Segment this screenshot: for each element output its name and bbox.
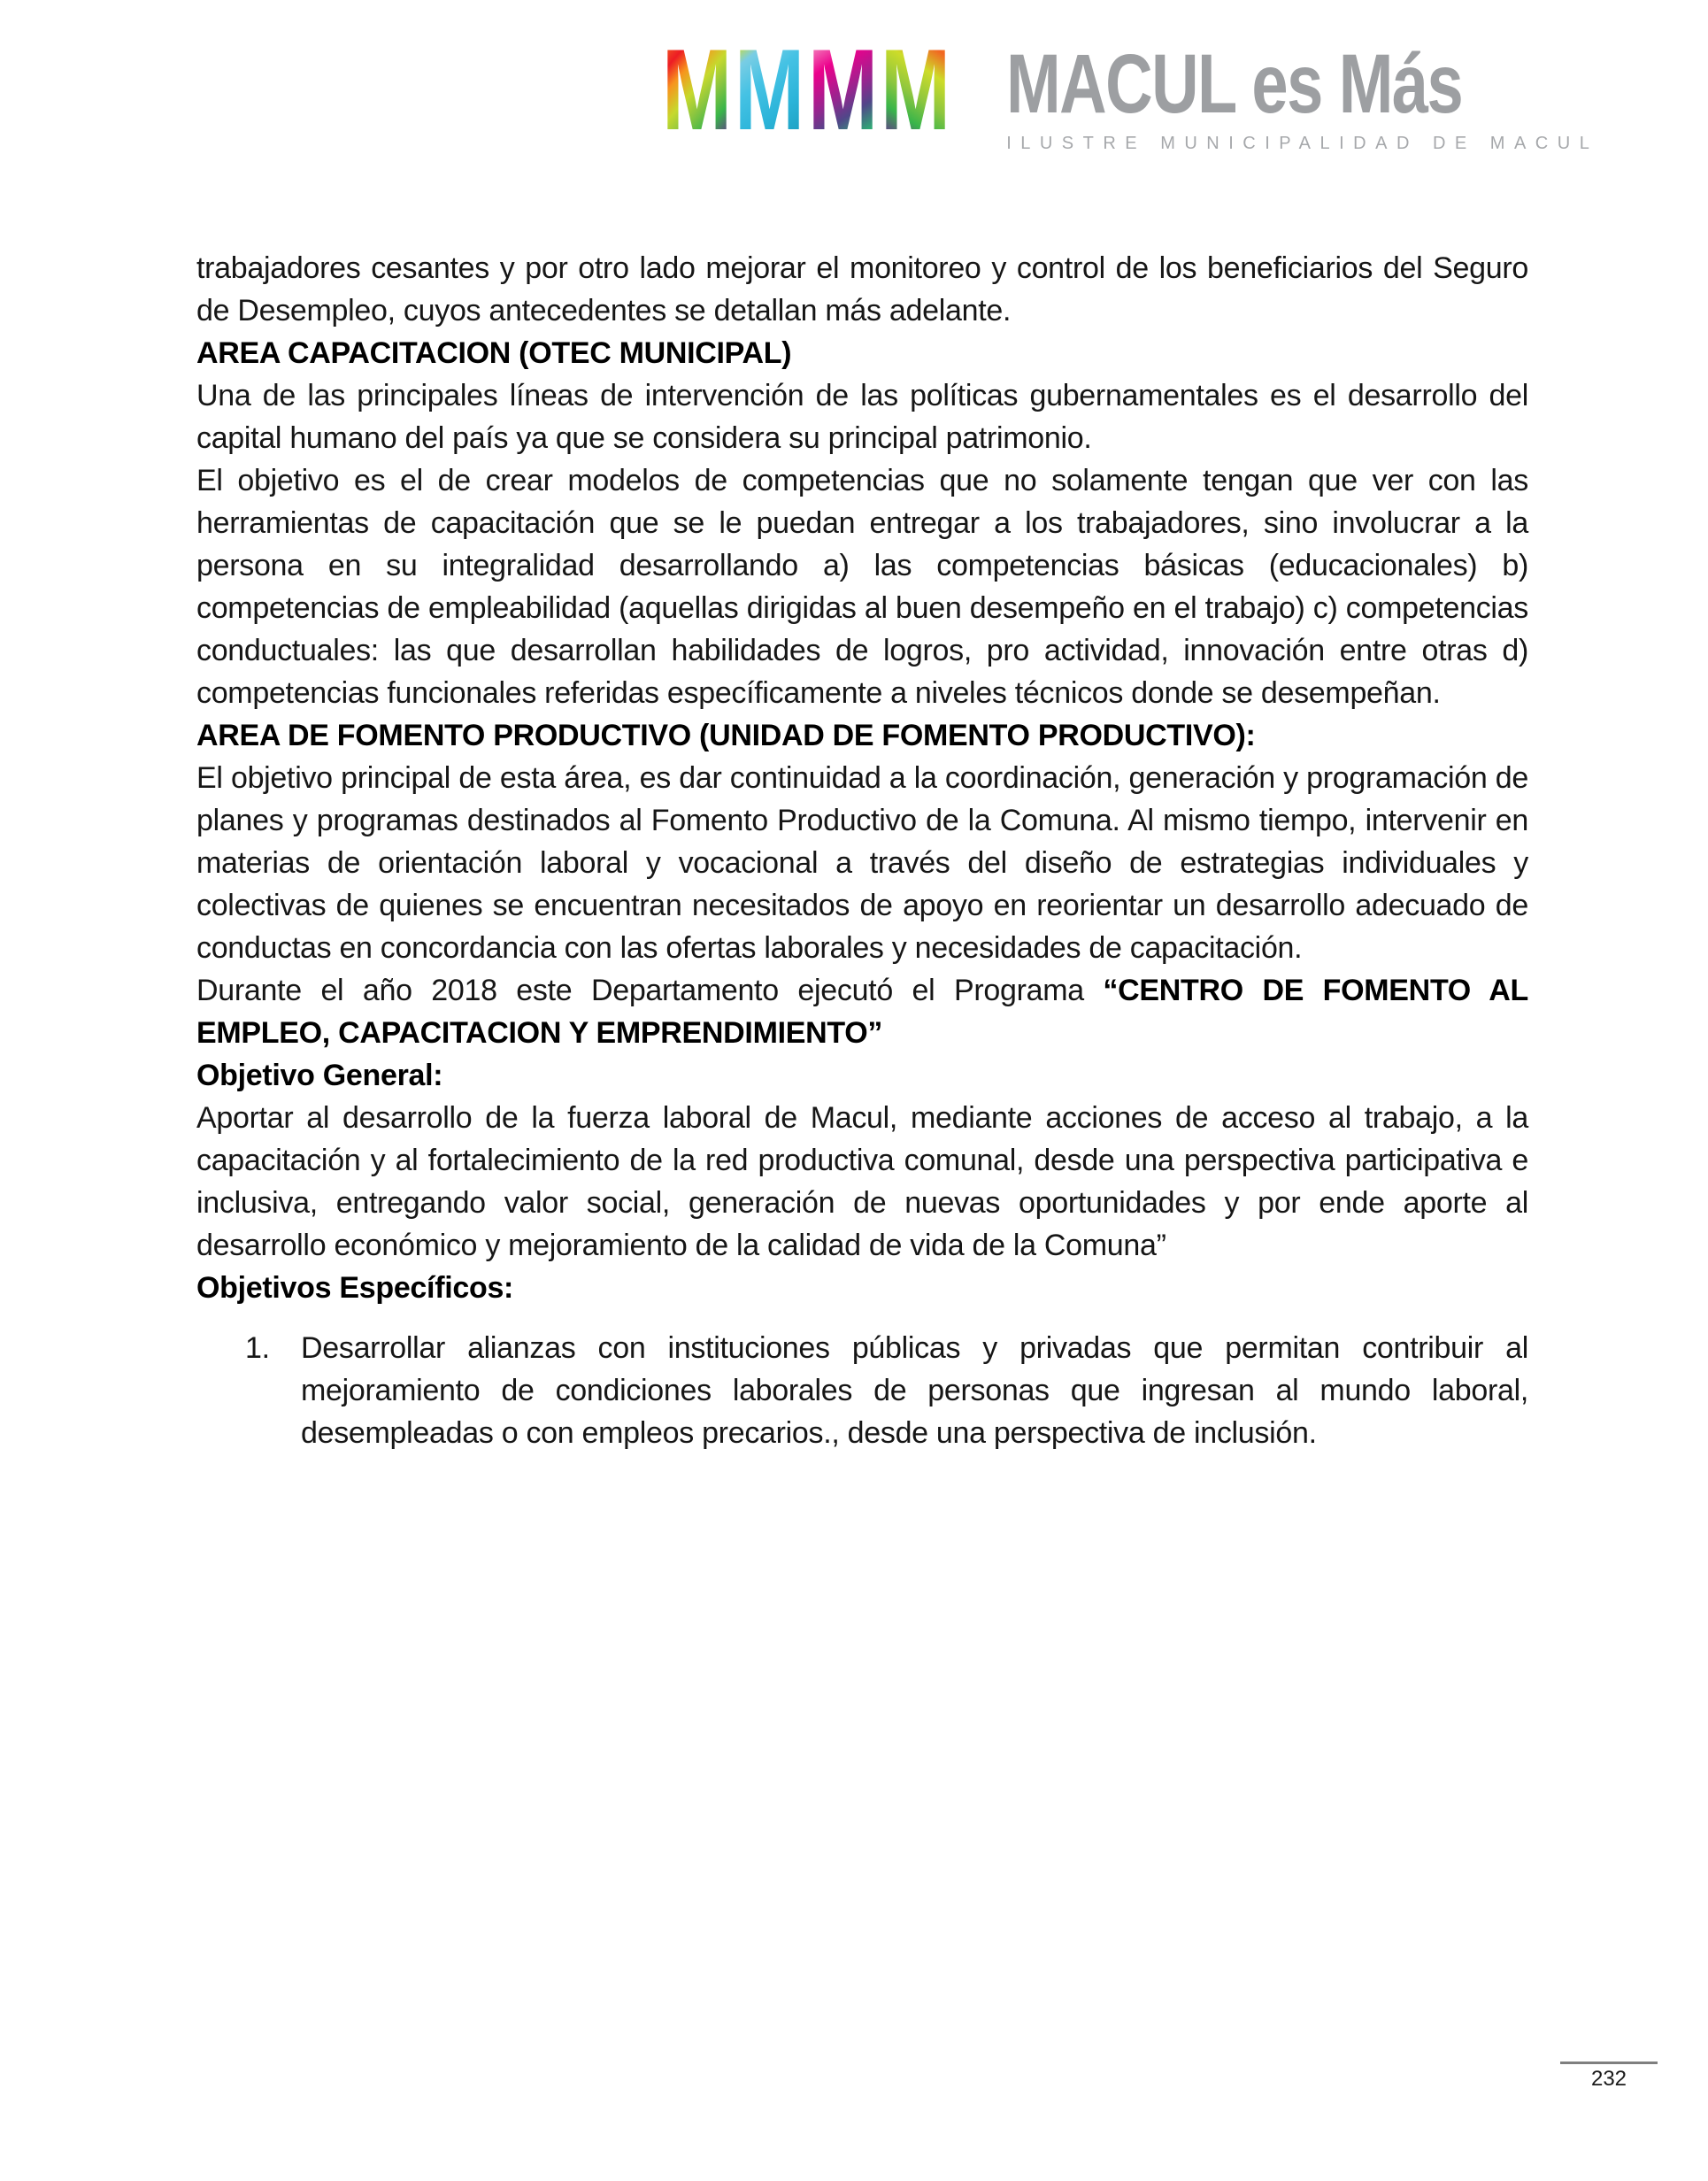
logo-text-block [1006, 37, 1599, 154]
paragraph-intro: trabajadores cesantes y por otro lado mejorar el monitoreo y control de los beneficiarios del Seguro de Desempleo, cuyos antecedentes se detallan más adelante. [196, 251, 1528, 328]
page-footer [1560, 2062, 1658, 2092]
program-name-bold: “CENTRO DE FOMENTO AL EMPLEO, CAPACITACION Y EMPRENDIMIENTO” [196, 974, 1528, 1050]
objectives-list [196, 1327, 1528, 1454]
logo-m-letter-2: M [735, 25, 805, 154]
section-heading-objetivo-general: Objetivo General: [196, 1059, 443, 1092]
logo-m-letter-3: M [807, 25, 878, 154]
list-item [245, 1327, 1528, 1454]
section-heading-area-capacitacion: AREA CAPACITACION (OTEC MUNICIPAL) [196, 336, 792, 370]
list-item-text: Desarrollar alianzas con instituciones públicas y privadas que permitan contribuir al mejoramiento de condiciones laborales de personas que ingresan al mundo laboral, desempleadas o con empleos precarios., desde una perspectiva de inclusión. [301, 1331, 1528, 1450]
paragraph-modelos-competencias: El objetivo es el de crear modelos de competencias que no solamente tengan que ver con las herramientas de capacitación que se le puedan entregar a los trabajadores, sino involucrar a la persona en su integralidad desarrollando a) las competencias básicas (educacionales) b) competencias de empleabilidad (aquellas dirigidas al buen desempeño en el trabajo) c) competencias conductuales: las que desarrollan habilidades de logros, pro actividad, innovación entre otras d) competencias funcionales referidas específicamente a niveles técnicos donde se desempeñan. [196, 464, 1528, 710]
paragraph-programa-2018 [196, 969, 1528, 1054]
paragraph-lineas-intervencion: Una de las principales líneas de intervención de las políticas gubernamentales es el desarrollo del capital humano del país ya que se considera su principal patrimonio. [196, 379, 1528, 455]
list-item-marker: 1. [245, 1331, 270, 1365]
page-number: 232 [1590, 2067, 1627, 2091]
logo-wordmark: MACUL es Más [1006, 37, 1463, 131]
logo-m-letter-1: M [662, 25, 733, 154]
section-heading-fomento-productivo: AREA DE FOMENTO PRODUCTIVO (UNIDAD DE FOMENTO PRODUCTIVO): [196, 719, 1256, 752]
paragraph-objetivo-principal: El objetivo principal de esta área, es dar continuidad a la coordinación, generación y programación de planes y programas destinados al Fomento Productivo de la Comuna. Al mismo tiempo, intervenir en materias de orientación laboral y vocacional a través del diseño de estrategias individuales y colectivas de quienes se encuentran necesitados de apoyo en reorientar un desarrollo adecuado de conductas en concordancia con las ofertas laborales y necesidades de capacitación. [196, 761, 1528, 965]
logo-m-letter-4: M [880, 25, 950, 154]
paragraph-programa-2018-text: Durante el año 2018 este Departamento ejecutó el Programa [196, 974, 1104, 1007]
municipality-logo [662, 25, 1599, 154]
logo-tagline: ILUSTRE MUNICIPALIDAD DE MACUL [1006, 134, 1599, 154]
paragraph-objetivo-general: Aportar al desarrollo de la fuerza laboral de Macul, mediante acciones de acceso al trabajo, a la capacitación y al fortalecimiento de la red productiva comunal, desde una perspectiva participativa e inclusiva, entregando valor social, generación de nuevas oportunidades y por ende aporte al desarrollo económico y mejoramiento de la calidad de vida de la Comuna” [196, 1101, 1528, 1262]
document-body [196, 247, 1528, 1454]
logo-mmmm-icon [662, 25, 976, 154]
section-heading-objetivos-especificos: Objetivos Específicos: [196, 1271, 514, 1305]
